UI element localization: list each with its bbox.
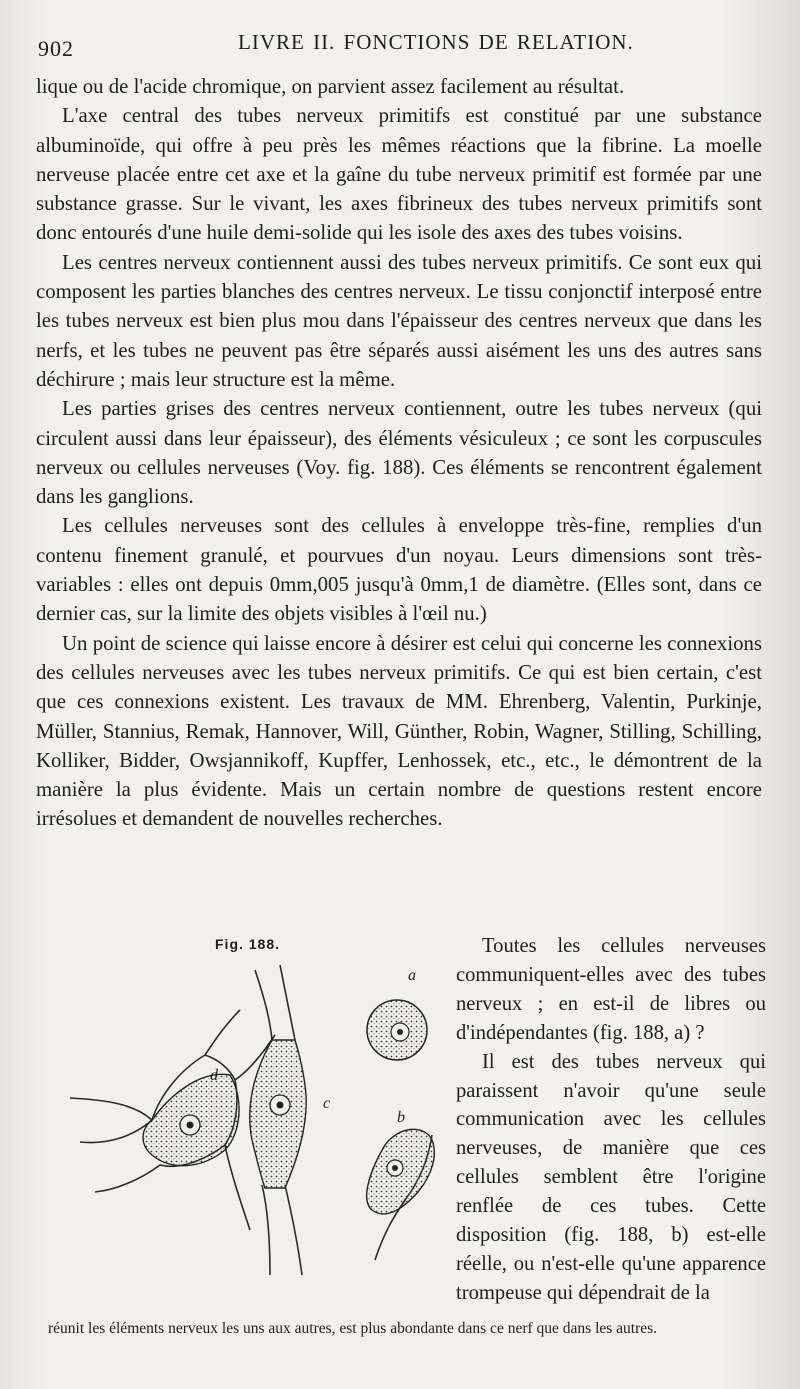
running-title: LIVRE II. FONCTIONS DE RELATION. [238, 30, 634, 54]
cell-d-drawing [70, 1010, 275, 1230]
side-column-text [456, 932, 766, 1308]
paragraph-1: lique ou de l'acide chromique, on parvient assez facilement au résultat. [36, 75, 625, 98]
cell-c-drawing [250, 965, 306, 1275]
paragraph-4: Les parties grises des centres nerveux contiennent, outre les tubes nerveux (qui circulent aussi dans leur épaisseur), des éléments vésiculeux ; ce sont les corpuscules nerveux ou cellules nerveuses (Voy. fig. 188). Ces éléments se rencontrent également dans les ganglions. [36, 397, 762, 509]
nerve-cells-illustration [40, 930, 460, 1290]
paragraph-2: L'axe central des tubes nerveux primitifs est constitué par une substance albuminoïde, qui offre à peu près les mêmes réactions que la fibrine. La moelle nerveuse placée entre cet axe et la gaîne du tube nerveux primitif est formée par une substance grasse. Sur le vivant, les axes fibrineux des tubes nerveux primitifs sont donc entourés d'une huile demi-solide qui les isole des axes des tubes voisins. [36, 104, 762, 245]
main-text [36, 72, 762, 834]
cell-b-drawing [367, 1129, 435, 1260]
side-paragraph-2: Il est des tubes nerveux qui paraissent n'avoir qu'une seule communication avec les cellules nerveuses, de manière que ces cellules semblent être l'origine renflée de ces tubes. Cette disposition (fig. 188, b) est-elle réelle, ou n'est-elle qu'une apparence trompeuse qui dépendrait de la [456, 1050, 766, 1304]
page-number: 902 [38, 36, 74, 61]
letter-c: c [323, 1095, 331, 1112]
letter-d: d [210, 1067, 218, 1084]
footnote-text: réunit les éléments nerveux les uns aux autres, est plus abondante dans ce nerf que dans les autres. [48, 1320, 658, 1337]
paragraph-3: Les centres nerveux contiennent aussi des tubes nerveux primitifs. Ce sont eux qui composent les parties blanches des centres nerveux. Le tissu conjonctif interposé entre les tubes nerveux est bien plus mou dans l'épaisseur des centres nerveux que dans les nerfs, et les tubes ne peuvent pas être séparés aussi aisément les uns des autres sans déchirure ; mais leur structure est la même. [36, 250, 762, 391]
figure-188 [40, 930, 460, 1290]
letter-b: b [397, 1109, 405, 1126]
cell-a-drawing [367, 1000, 427, 1060]
paragraph-6: Un point de science qui laisse encore à désirer est celui qui concerne les connexions des cellules nerveuses avec les tubes nerveux primitifs. Ce qui est bien certain, c'est que ces connexions existent. Les travaux de MM. Ehrenberg, Valentin, Purkinje, Müller, Stannius, Remak, Hannover, Will, Günther, Robin, Wagner, Stilling, Schilling, Kolliker, Bidder, Owsjannikoff, Kupffer, Lenhossek, etc., etc., le démontrent de la manière la plus évidente. Mais un certain nombre de questions restent encore irrésolues et demandent de nouvelles recherches. [36, 631, 762, 831]
figure-label: Fig. 188. [215, 936, 281, 952]
page-header [38, 30, 760, 64]
footnote [48, 1318, 764, 1340]
letter-a: a [408, 967, 416, 984]
side-paragraph-1: Toutes les cellules nerveuses communiquent-elles avec des tubes nerveux ; en est-il de libres ou d'indépendantes (fig. 188, a) ? [456, 935, 766, 1044]
paragraph-5: Les cellules nerveuses sont des cellules à enveloppe très-fine, remplies d'un contenu finement granulé, et pourvues d'un noyau. Leurs dimensions sont très-variables : elles ont depuis 0mm,005 jusqu'à 0mm,1 de diamètre. (Elles sont, dans ce dernier cas, sur la limite des objets visibles à l'œil nu.) [36, 514, 762, 626]
